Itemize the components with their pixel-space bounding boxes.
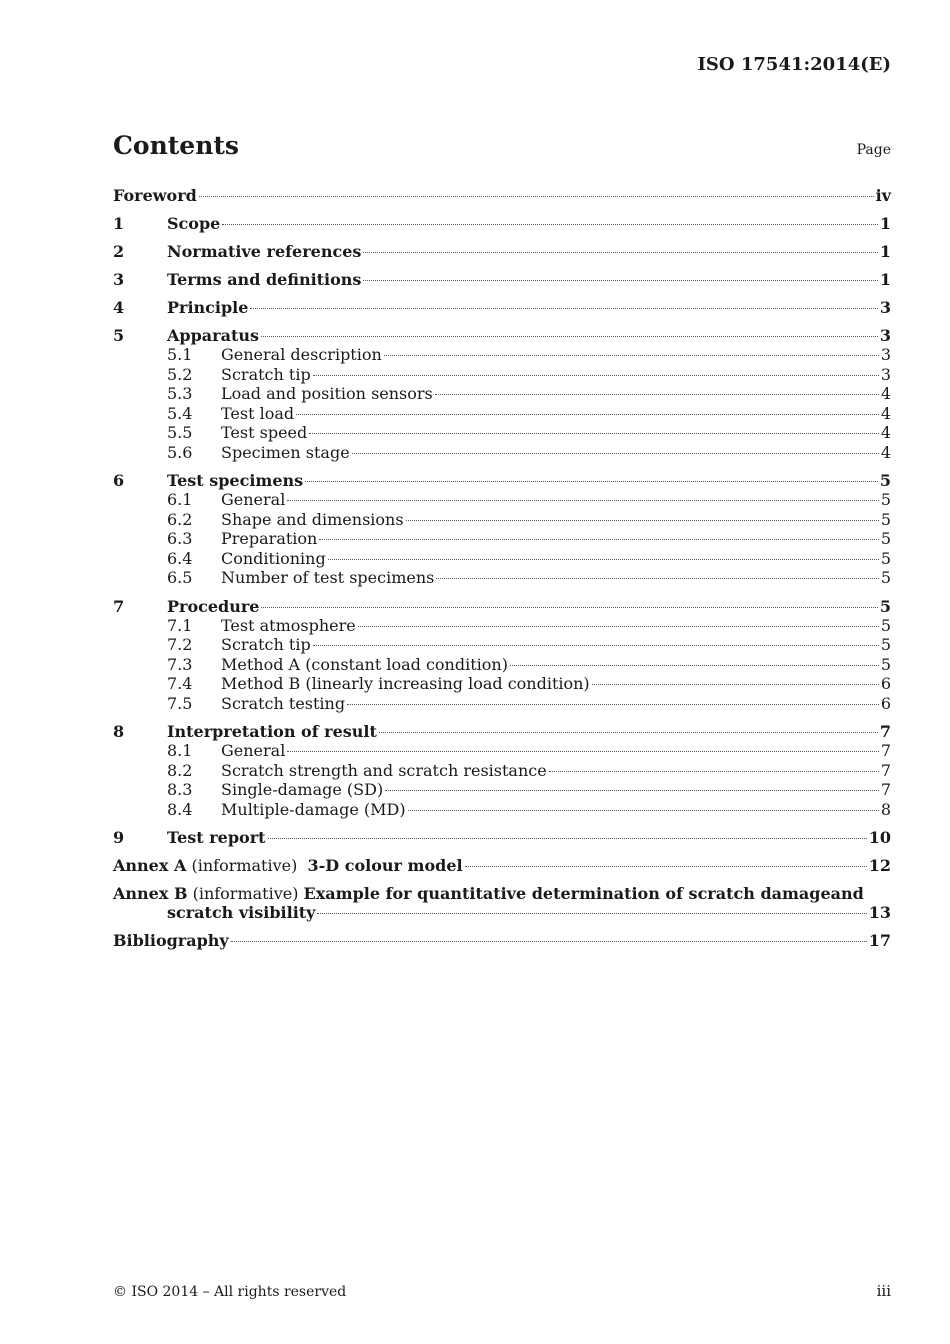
dot-leader (287, 500, 878, 501)
annex-prefix: Annex B (113, 884, 188, 903)
dot-leader (250, 308, 877, 309)
toc-label: Scratch tip (221, 364, 311, 384)
toc-label: Method A (constant load condition) (221, 654, 508, 674)
toc-number: 7.4 (167, 674, 193, 693)
toc-page: 10 (868, 828, 891, 847)
dot-leader (549, 771, 879, 772)
toc-number: 8.1 (167, 741, 193, 760)
toc-page: 1 (879, 270, 891, 289)
toc-number: 5.5 (167, 423, 193, 442)
toc-label: Scratch tip (221, 635, 311, 654)
dot-leader (358, 626, 879, 627)
toc-entry-procedure[interactable] (113, 596, 891, 616)
toc-entry-normative-references[interactable] (113, 241, 891, 269)
toc-label: Apparatus (167, 326, 259, 345)
toc-number: 7.2 (167, 635, 193, 654)
page-column-label: Page (856, 142, 891, 158)
dot-leader (385, 790, 879, 791)
dot-leader (408, 810, 879, 811)
toc-label: Single-damage (SD) (221, 780, 384, 799)
toc-label: Specimen stage (221, 442, 350, 462)
toc-number: 8.2 (167, 760, 193, 780)
dot-leader (379, 732, 878, 733)
toc-page: 5 (880, 654, 891, 674)
toc-page: 5 (880, 635, 891, 654)
toc-label: Bibliography (113, 931, 229, 950)
annex-b-line-1 (113, 883, 891, 902)
toc-number: 5 (113, 326, 125, 345)
toc-subentry[interactable] (113, 423, 891, 443)
dot-leader (199, 196, 874, 197)
toc-label: Terms and definitions (167, 270, 362, 289)
toc-entry-terms-and-definitions[interactable] (113, 269, 891, 297)
toc-subentry[interactable] (113, 655, 891, 675)
toc-number: 8 (113, 722, 125, 741)
toc-label: Multiple-damage (MD) (221, 799, 406, 819)
dot-leader (352, 453, 879, 454)
toc-page: 5 (880, 615, 891, 635)
toc-number: 7 (113, 596, 125, 616)
toc-number: 3 (113, 270, 125, 289)
annex-prefix: Annex A (113, 856, 187, 875)
toc-number: 6.1 (167, 490, 193, 509)
toc-page: 5 (880, 529, 891, 548)
toc-page: 5 (880, 509, 891, 529)
toc-number: 9 (113, 828, 125, 847)
toc-label: Number of test specimens (221, 568, 435, 587)
dot-leader (363, 252, 877, 253)
toc-subentry[interactable] (113, 490, 891, 510)
dot-leader (435, 394, 879, 395)
dot-leader (296, 414, 879, 415)
toc-page: 7 (880, 741, 891, 760)
toc-subentry[interactable] (113, 404, 891, 424)
toc-number: 6.4 (167, 548, 193, 568)
toc-number: 6.3 (167, 529, 193, 548)
toc-label: Shape and dimensions (221, 509, 404, 529)
annex-b-line-2 (113, 902, 891, 930)
toc-page: 6 (880, 674, 891, 693)
toc-entry-test-report[interactable] (113, 827, 891, 855)
dot-leader (436, 578, 878, 579)
toc-page: 1 (879, 214, 891, 233)
toc-subentry[interactable] (113, 761, 891, 781)
toc-page: 7 (879, 722, 891, 741)
contents-heading: Contents (113, 131, 240, 160)
toc-page: 5 (880, 548, 891, 568)
annex-title: 3-D colour model (307, 856, 463, 875)
toc-label: Principle (167, 298, 249, 317)
dot-leader (309, 433, 879, 434)
toc-label: Test atmosphere (221, 615, 356, 635)
toc-number: 5.1 (167, 345, 193, 364)
toc-entry-foreword[interactable] (113, 185, 891, 213)
toc-label: Test speed (221, 423, 308, 442)
toc-subentry[interactable] (113, 384, 891, 404)
dot-leader (510, 665, 879, 666)
toc-subentry[interactable] (113, 800, 891, 820)
toc-number: 5.3 (167, 384, 193, 403)
toc-number: 6.5 (167, 568, 193, 587)
toc-label: Method B (linearly increasing load condition) (221, 674, 590, 693)
toc-subentry[interactable] (113, 510, 891, 530)
toc-number: 2 (113, 242, 125, 261)
toc-label: Procedure (167, 596, 260, 616)
toc-page: 4 (880, 403, 891, 423)
toc-number: 4 (113, 298, 125, 317)
dot-leader (465, 866, 867, 867)
toc-label: General (221, 741, 286, 760)
toc-page: 4 (880, 442, 891, 462)
toc-subentry[interactable] (113, 616, 891, 636)
copyright-notice: © ISO 2014 – All rights reserved (113, 1284, 347, 1300)
toc-page: 5 (879, 471, 891, 490)
toc-number: 6.2 (167, 509, 193, 529)
toc-label: Conditioning (221, 548, 326, 568)
dot-leader (261, 336, 878, 337)
dot-leader (268, 838, 867, 839)
toc-label: Interpretation of result (167, 722, 377, 741)
toc-label: Scratch testing (221, 693, 346, 713)
toc-subentry[interactable] (113, 443, 891, 463)
toc-number: 8.3 (167, 780, 193, 799)
toc-subentry[interactable] (113, 365, 891, 385)
toc-number: 5.2 (167, 364, 193, 384)
toc-page: 4 (880, 423, 891, 442)
toc-page: iv (875, 186, 891, 205)
toc-subentry[interactable] (113, 345, 891, 365)
dot-leader (363, 280, 877, 281)
dot-leader (592, 684, 879, 685)
table-of-contents (113, 185, 891, 958)
toc-number: 5.6 (167, 442, 193, 462)
toc-page: 3 (880, 364, 891, 384)
toc-number: 1 (113, 214, 125, 233)
dot-leader (231, 941, 867, 942)
document-id: ISO 17541:2014(E) (697, 54, 891, 75)
toc-subentry[interactable] (113, 568, 891, 588)
toc-number: 7.1 (167, 615, 193, 635)
toc-label: Preparation (221, 529, 318, 548)
toc-page: 12 (868, 856, 891, 875)
toc-entry-annex-a[interactable] (113, 855, 891, 883)
toc-page: 7 (880, 780, 891, 799)
toc-page: 1 (879, 242, 891, 261)
annex-informative: (informative) (187, 884, 304, 903)
dot-leader (317, 913, 866, 914)
toc-entry-bibliography[interactable] (113, 930, 891, 958)
toc-entry-interpretation-of-result[interactable] (113, 721, 891, 741)
dot-leader (406, 520, 879, 521)
page-number: iii (876, 1282, 891, 1300)
dot-leader (347, 704, 879, 705)
toc-number: 7.5 (167, 693, 193, 713)
annex-title-continued: scratch visibility (167, 903, 316, 922)
toc-subentry[interactable] (113, 674, 891, 694)
toc-page: 5 (879, 596, 891, 616)
toc-page: 3 (879, 298, 891, 317)
toc-entry-annex-b[interactable] (113, 883, 891, 930)
dot-leader (319, 539, 878, 540)
toc-page: 17 (868, 931, 891, 950)
toc-label (113, 855, 463, 877)
toc-page: 3 (879, 326, 891, 345)
toc-page: 6 (880, 693, 891, 713)
dot-leader (305, 481, 878, 482)
toc-label: Test load (221, 403, 295, 423)
toc-entry-principle[interactable] (113, 297, 891, 325)
toc-subentry[interactable] (113, 694, 891, 714)
toc-subentry[interactable] (113, 741, 891, 761)
toc-subentry[interactable] (113, 635, 891, 655)
toc-label: Foreword (113, 186, 197, 205)
toc-page: 4 (880, 384, 891, 403)
dot-leader (287, 751, 878, 752)
dot-leader (222, 224, 878, 225)
toc-number: 7.3 (167, 654, 193, 674)
toc-label: Normative references (167, 242, 362, 261)
toc-label: Scope (167, 214, 221, 233)
toc-page: 3 (880, 345, 891, 364)
toc-subentry[interactable] (113, 529, 891, 549)
toc-page: 13 (868, 903, 891, 922)
toc-label: General (221, 490, 286, 509)
toc-number: 5.4 (167, 403, 193, 423)
dot-leader (313, 375, 879, 376)
toc-label: General description (221, 345, 382, 364)
toc-subentry[interactable] (113, 780, 891, 800)
toc-label: Scratch strength and scratch resistance (221, 760, 547, 780)
toc-subentry[interactable] (113, 549, 891, 569)
toc-label: Test report (167, 828, 266, 847)
dot-leader (261, 607, 877, 608)
toc-number: 8.4 (167, 799, 193, 819)
dot-leader (313, 645, 879, 646)
dot-leader (384, 355, 879, 356)
toc-entry-apparatus[interactable] (113, 325, 891, 345)
dot-leader (328, 559, 879, 560)
toc-page: 5 (880, 490, 891, 509)
toc-label: Load and position sensors (221, 384, 433, 403)
annex-title: Example for quantitative determination of scratch damageand (303, 884, 864, 903)
toc-entry-scope[interactable] (113, 213, 891, 241)
toc-entry-test-specimens[interactable] (113, 470, 891, 490)
toc-page: 7 (880, 760, 891, 780)
annex-informative: (informative) (186, 856, 308, 875)
toc-page: 5 (880, 568, 891, 587)
toc-label: Test specimens (167, 471, 304, 490)
toc-page: 8 (880, 799, 891, 819)
toc-number: 6 (113, 471, 125, 490)
